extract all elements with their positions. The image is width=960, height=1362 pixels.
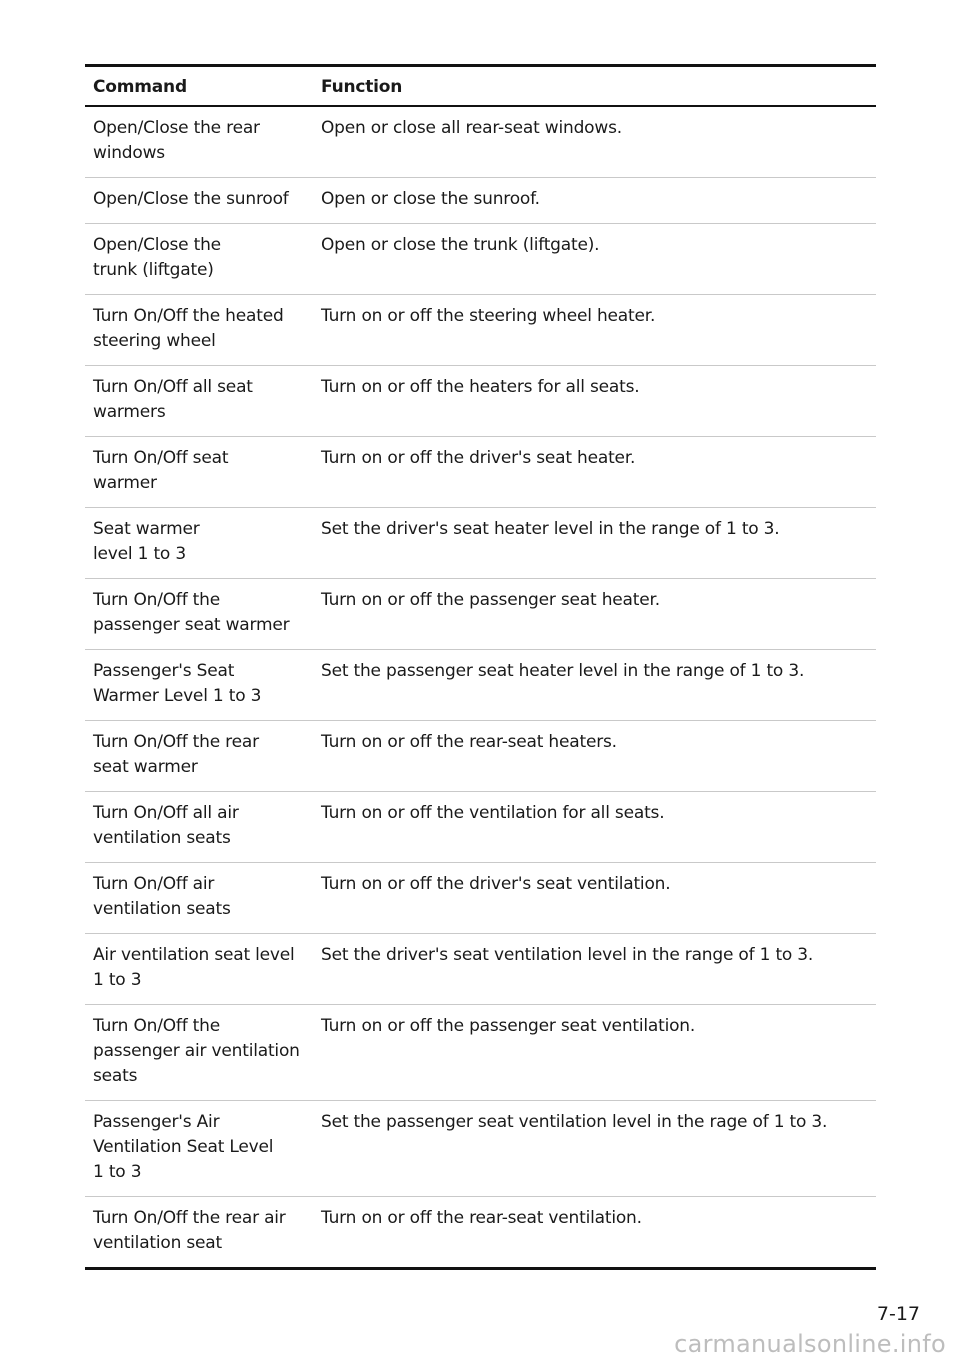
table-row <box>85 1101 876 1197</box>
command-cell: Turn On/Off the heated steering wheel <box>85 295 313 366</box>
command-cell: Turn On/Off air ventilation seats <box>85 863 313 934</box>
command-cell: Turn On/Off seat warmer <box>85 437 313 508</box>
function-cell: Open or close the sunroof. <box>313 178 876 224</box>
table-row <box>85 650 876 721</box>
function-cell: Open or close all rear-seat windows. <box>313 106 876 178</box>
table-row <box>85 437 876 508</box>
command-cell: Turn On/Off the passenger air ventilation seats <box>85 1005 313 1101</box>
table-row <box>85 579 876 650</box>
command-cell: Open/Close the trunk (liftgate) <box>85 224 313 295</box>
command-cell: Passenger's Seat Warmer Level 1 to 3 <box>85 650 313 721</box>
table-row <box>85 863 876 934</box>
page-number: 7-17 <box>876 1303 920 1325</box>
function-cell: Turn on or off the driver's seat ventilation. <box>313 863 876 934</box>
table-header-row <box>85 66 876 107</box>
table-row <box>85 295 876 366</box>
table-row <box>85 721 876 792</box>
table-row <box>85 106 876 178</box>
command-cell: Turn On/Off the passenger seat warmer <box>85 579 313 650</box>
function-cell: Open or close the trunk (liftgate). <box>313 224 876 295</box>
command-table <box>85 64 876 1270</box>
function-cell: Turn on or off the rear-seat heaters. <box>313 721 876 792</box>
table-row <box>85 224 876 295</box>
table-row <box>85 178 876 224</box>
function-cell: Set the passenger seat heater level in the range of 1 to 3. <box>313 650 876 721</box>
command-cell: Air ventilation seat level 1 to 3 <box>85 934 313 1005</box>
function-cell: Turn on or off the rear-seat ventilation. <box>321 1208 642 1228</box>
function-cell: Turn on or off the driver's seat heater. <box>313 437 876 508</box>
command-cell: Passenger's Air Ventilation Seat Level 1 to 3 <box>85 1101 313 1197</box>
table-row <box>85 1005 876 1101</box>
command-cell: Seat warmer level 1 to 3 <box>85 508 313 579</box>
command-cell: Turn On/Off the rear seat warmer <box>85 721 313 792</box>
command-cell: Turn On/Off all seat warmers <box>85 366 313 437</box>
function-cell: Set the passenger seat ventilation level in the rage of 1 to 3. <box>313 1101 876 1197</box>
table-body <box>85 106 876 1269</box>
column-header-function: Function <box>313 66 876 107</box>
function-cell: Set the driver's seat ventilation level in the range of 1 to 3. <box>313 934 876 1005</box>
column-header-command: Command <box>85 66 313 107</box>
function-cell: Set the driver's seat heater level in the range of 1 to 3. <box>313 508 876 579</box>
function-cell: Turn on or off the heaters for all seats. <box>313 366 876 437</box>
watermark-text: carmanualsonline.info <box>674 1330 946 1358</box>
table-row <box>85 1197 876 1269</box>
function-cell: Turn on or off the steering wheel heater. <box>313 295 876 366</box>
function-cell: Turn on or off the ventilation for all seats. <box>313 792 876 863</box>
command-cell: Open/Close the rear windows <box>85 106 313 178</box>
command-cell: Open/Close the sunroof <box>85 178 313 224</box>
command-cell: Turn On/Off the rear air ventilation seat <box>93 1208 286 1253</box>
table-row <box>85 934 876 1005</box>
table-row <box>85 366 876 437</box>
function-cell: Turn on or off the passenger seat heater. <box>313 579 876 650</box>
command-cell: Turn On/Off all air ventilation seats <box>85 792 313 863</box>
table-row <box>85 508 876 579</box>
table-row <box>85 792 876 863</box>
function-cell: Turn on or off the passenger seat ventilation. <box>313 1005 876 1101</box>
